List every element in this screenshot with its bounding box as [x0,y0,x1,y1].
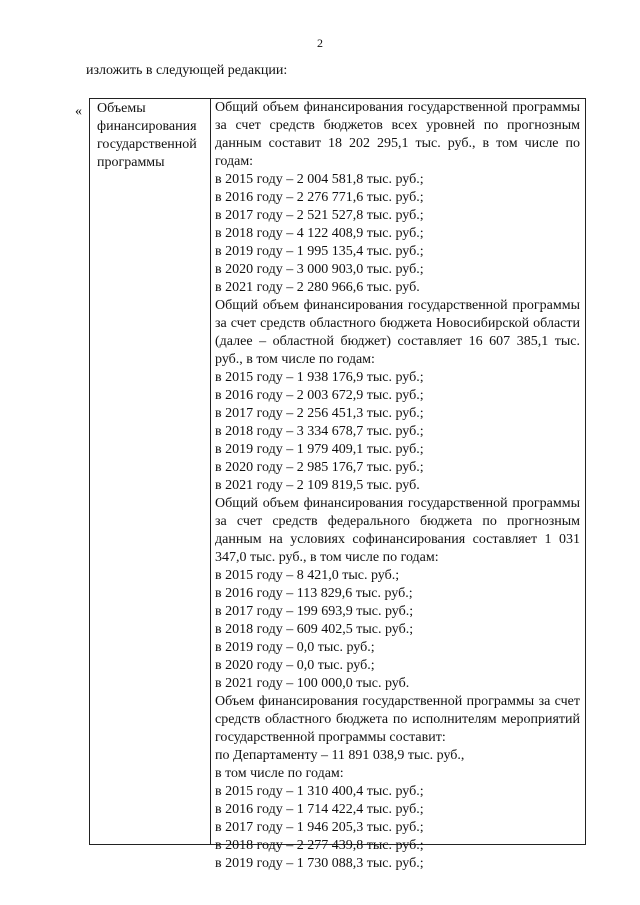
page-number: 2 [317,36,323,50]
year-line: в 2016 году – 113 829,6 тыс. руб.; [215,586,413,601]
label-line: финансирования [97,119,197,134]
year-line: в 2015 году – 8 421,0 тыс. руб.; [215,568,400,583]
year-line: в 2020 году – 3 000 903,0 тыс. руб.; [215,262,424,277]
executors-financing-paragraph: Объем финансирования государственной программы за счет средств областного бюджета по исполнителям мероприятий государственной программы составит: [215,694,580,745]
opening-quote-mark: « [75,104,82,119]
year-line: в 2017 году – 2 256 451,3 тыс. руб.; [215,406,424,421]
regional-budget-paragraph: Общий объем финансирования государственной программы за счет средств областного бюджета Новосибирской области (далее – областной бюджет) составляет 16 607 385,1 тыс. руб., в том числе по годам: [215,298,580,367]
table-label-cell [90,99,211,844]
year-line: в 2021 году – 2 109 819,5 тыс. руб. [215,478,420,493]
year-line: в 2019 году – 1 730 088,3 тыс. руб.; [215,856,424,871]
year-line: в 2016 году – 2 003 672,9 тыс. руб.; [215,388,424,403]
year-line: в 2017 году – 199 693,9 тыс. руб.; [215,604,414,619]
year-line: в 2020 году – 2 985 176,7 тыс. руб.; [215,460,424,475]
label-line: государственной [97,137,197,152]
table-content-cell [211,99,585,871]
year-line: в 2019 году – 1 979 409,1 тыс. руб.; [215,442,424,457]
label-line: программы [97,155,165,170]
year-line: в 2017 году – 2 521 527,8 тыс. руб.; [215,208,424,223]
label-line: Объемы [97,101,146,116]
year-line: в 2019 году – 0,0 тыс. руб.; [215,640,375,655]
year-line: в 2020 году – 0,0 тыс. руб.; [215,658,375,673]
year-line: в 2017 году – 1 946 205,3 тыс. руб.; [215,820,424,835]
year-line: в 2016 году – 1 714 422,4 тыс. руб.; [215,802,424,817]
intro-text: изложить в следующей редакции: [86,63,288,78]
financing-table [89,98,586,871]
year-line: в 2018 году – 4 122 408,9 тыс. руб.; [215,226,424,241]
year-line: в 2019 году – 1 995 135,4 тыс. руб.; [215,244,424,259]
year-line: в 2018 году – 2 277 439,8 тыс. руб.; [215,838,424,853]
total-financing-paragraph: Общий объем финансирования государственной программы за счет средств бюджетов всех уровней по прогнозным данным составит 18 202 295,1 тыс. руб., в том числе по годам: [215,100,580,169]
year-line: в 2021 году – 2 280 966,6 тыс. руб. [215,280,420,295]
year-line: в 2018 году – 3 334 678,7 тыс. руб.; [215,424,424,439]
year-line: в 2021 году – 100 000,0 тыс. руб. [215,676,410,691]
federal-budget-paragraph: Общий объем финансирования государственной программы за счет средств федерального бюджета по прогнозным данным на условиях софинансирования составляет 1 031 347,0 тыс. руб., в том числе по годам: [215,496,580,565]
year-line: в 2015 году – 2 004 581,8 тыс. руб.; [215,172,424,187]
department-total-line: по Департаменту – 11 891 038,9 тыс. руб., [215,748,465,763]
year-line: в 2015 году – 1 938 176,9 тыс. руб.; [215,370,424,385]
by-years-line: в том числе по годам: [215,766,344,781]
year-line: в 2016 году – 2 276 771,6 тыс. руб.; [215,190,424,205]
year-line: в 2015 году – 1 310 400,4 тыс. руб.; [215,784,424,799]
year-line: в 2018 году – 609 402,5 тыс. руб.; [215,622,414,637]
